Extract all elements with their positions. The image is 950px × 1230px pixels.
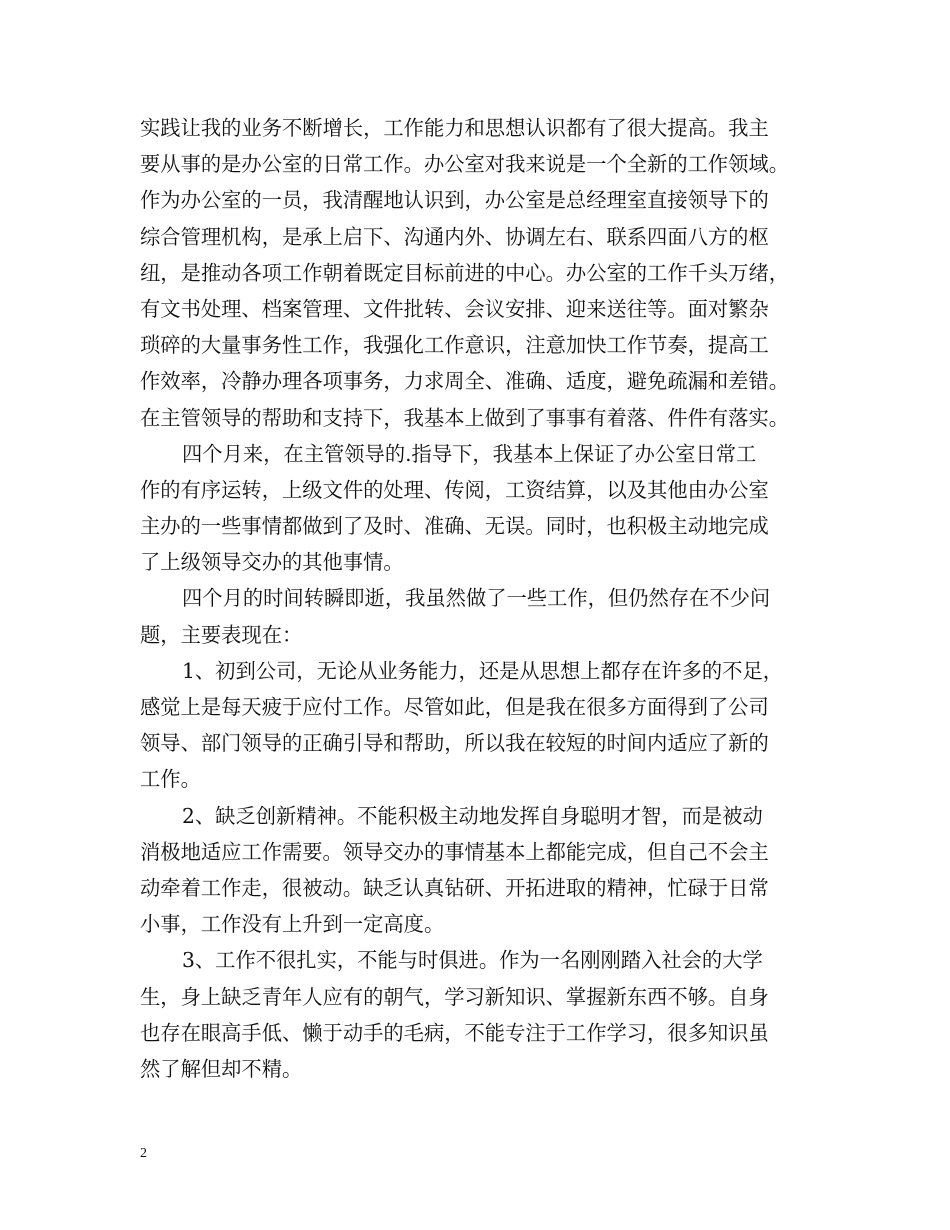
text-line: 作为办公室的一员，我清醒地认识到，办公室是总经理室直接领导下的 — [140, 188, 769, 213]
text-line: 动牵着工作走，很被动。缺乏认真钻研、开拓进取的精神，忙碌于日常 — [140, 875, 769, 900]
paragraph-4 — [140, 653, 815, 798]
text-line: 作的有序运转，上级文件的处理、传阅，工资结算，以及其他由办公室 — [140, 477, 769, 502]
text-line: 琐碎的大量事务性工作，我强化工作意识，注意加快工作节奏，提高工 — [140, 333, 769, 358]
text-line: 消极地适应工作需要。领导交办的事情基本上都能完成，但自己不会主 — [140, 839, 769, 864]
text-line: 也存在眼高手低、懒于动手的毛病，不能专注于工作学习，很多知识虽 — [140, 1020, 769, 1045]
paragraph-2 — [140, 436, 815, 581]
text-line: 四个月的时间转瞬即逝，我虽然做了一些工作，但仍然存在不少问 — [182, 586, 771, 611]
text-line: 1、初到公司，无论从业务能力，还是从思想上都存在许多的不足， — [182, 658, 784, 683]
text-line: 实践让我的业务不断增长，工作能力和思想认识都有了很大提高。我主 — [140, 116, 769, 140]
text-line: 主办的一些事情都做到了及时、准确、无误。同时，也积极主动地完成 — [140, 514, 769, 539]
text-line: 2、缺乏创新精神。不能积极主动地发挥自身聪明才智，而是被动 — [182, 803, 763, 828]
text-line: 四个月来，在主管领导的.指导下，我基本上保证了办公室日常工 — [182, 441, 757, 466]
text-line: 作效率，冷静办理各项事务，力求周全、准确、适度，避免疏漏和差错。 — [140, 369, 790, 394]
text-line: 领导、部门领导的正确引导和帮助，所以我在较短的时间内适应了新的 — [140, 731, 769, 756]
text-line: 有文书处理、档案管理、文件批转、会议安排、迎来送往等。面对繁杂 — [140, 296, 769, 321]
paragraph-3 — [140, 580, 815, 652]
text-line: 小事，工作没有上升到一定高度。 — [140, 912, 445, 937]
page-number: 2 — [140, 1146, 147, 1161]
paragraph-1 — [140, 110, 815, 436]
text-line: 在主管领导的帮助和支持下，我基本上做到了事事有着落、件件有落实。 — [140, 405, 790, 430]
text-line: 3、工作不很扎实，不能与时俱进。作为一名刚刚踏入社会的大学 — [182, 948, 763, 973]
text-line: 生，身上缺乏青年人应有的朝气，学习新知识、掌握新东西不够。自身 — [140, 984, 769, 1009]
text-line: 工作。 — [140, 767, 201, 792]
text-line: 综合管理机构，是承上启下、沟通内外、协调左右、联系四面八方的枢 — [140, 224, 769, 249]
text-line: 要从事的是办公室的日常工作。办公室对我来说是一个全新的工作领域。 — [140, 152, 790, 177]
paragraph-5 — [140, 798, 815, 943]
document-body — [140, 110, 815, 1087]
text-line: 了上级领导交办的其他事情。 — [140, 550, 404, 575]
paragraph-6 — [140, 942, 815, 1087]
text-line: 感觉上是每天疲于应付工作。尽管如此，但是我在很多方面得到了公司 — [140, 695, 769, 719]
text-line: 题，主要表现在： — [140, 622, 303, 647]
text-line: 纽，是推动各项工作朝着既定目标前进的中心。办公室的工作千头万绪， — [140, 260, 790, 285]
text-line: 然了解但却不精。 — [140, 1056, 303, 1081]
